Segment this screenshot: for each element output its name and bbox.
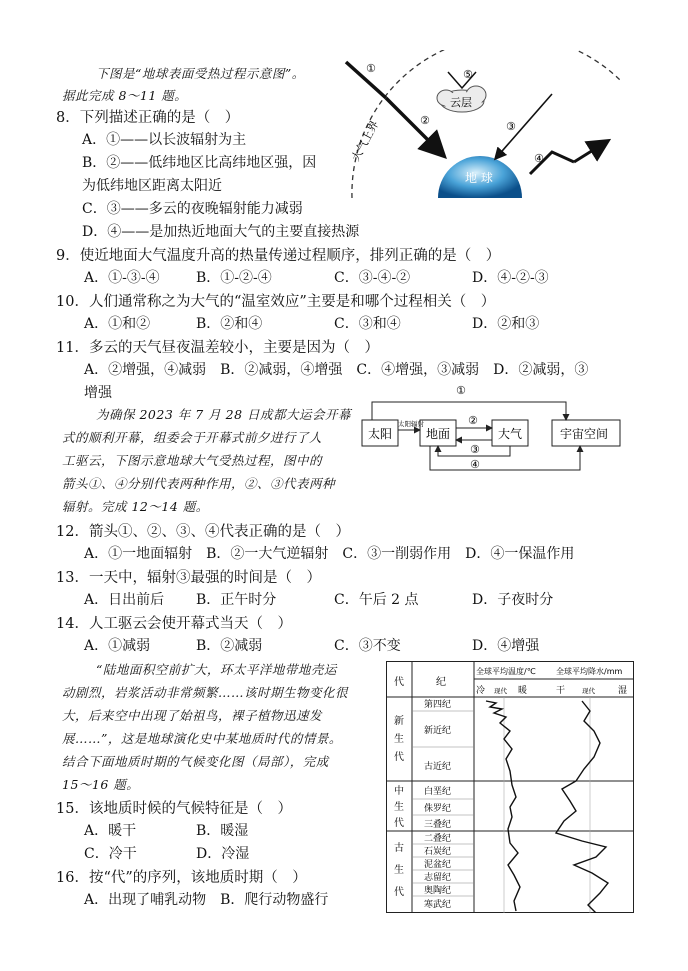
atmosphere-label: 大气上界	[349, 118, 382, 164]
q8-c: C．③——多云的夜晚辐射能力减弱	[82, 201, 303, 217]
arrow-3	[496, 94, 552, 158]
header-rain: 全球平均降水/mm	[556, 667, 623, 676]
intro3-line1: “陆地面积空前扩大，环太平洋地带地壳运	[96, 662, 337, 677]
intro3-line2: 动剧烈，岩浆活动非常频繁……该时期生物变化很	[62, 685, 349, 700]
q10-b: B．②和④	[196, 316, 263, 332]
q13-stem: 13．一天中，辐射③最强的时间是（ ）	[56, 570, 321, 586]
q13-d: D．子夜时分	[472, 592, 554, 608]
q9-a: A．①-③-④	[84, 270, 160, 286]
intro3-line4: 展……”，这是地球演化史中某地质时代的情景。	[62, 731, 342, 746]
label-dry: 干	[556, 686, 566, 696]
q8-d: D．④——是加热近地面大气的主要直接热源	[82, 224, 360, 240]
intro1-line2: 据此完成 8～11 题。	[62, 88, 188, 103]
q11-options: A．②增强，④减弱 B．②减弱，④增强 C．④增强，③减弱 D．②减弱，③	[84, 362, 589, 378]
period-label: 新近纪	[424, 726, 452, 736]
period-label: 第四纪	[424, 700, 452, 710]
q10-stem: 10．人们通常称之为大气的“温室效应”主要是和哪个过程相关（ ）	[56, 294, 496, 310]
q14-a: A．①减弱	[84, 638, 151, 654]
header-era: 代	[394, 677, 404, 688]
intro2-line1: 为确保 2023 年 7 月 28 日成都大运会开幕	[96, 407, 352, 422]
ground-label: 地面	[426, 427, 451, 441]
q8-stem: 8．下列描述正确的是（ ）	[56, 110, 240, 126]
header-period: 纪	[436, 677, 446, 688]
q14-c: C．③不变	[334, 638, 401, 654]
climate-history-chart	[386, 661, 634, 913]
period-label: 三叠纪	[424, 820, 452, 830]
flow-label-4: ④	[470, 458, 480, 471]
q9-b: B．①-②-④	[196, 270, 272, 286]
era-char: 生	[394, 802, 404, 813]
q11-options-cont: 增强	[84, 385, 112, 401]
q11-stem: 11．多云的天气昼夜温差较小，主要是因为（ ）	[56, 340, 379, 356]
intro2-line4: 箭头①、④分别代表两种作用，②、③代表两种	[62, 476, 336, 491]
q9-c: C．③-④-②	[334, 270, 411, 286]
era-char: 代	[394, 752, 404, 763]
q14-b: B．②减弱	[196, 638, 263, 654]
intro3-line6: 15～16 题。	[62, 777, 140, 792]
sun-label: 太阳	[368, 427, 393, 441]
q8-b1: B．②——低纬地区比高纬地区强，因	[82, 155, 317, 171]
label-modern2: 现代	[582, 687, 595, 695]
earth-heating-diagram	[330, 50, 630, 200]
q15-stem: 15．该地质时候的气候特征是（ ）	[56, 801, 292, 817]
q9-stem: 9．使近地面大气温度升高的热量传递过程顺序，排列正确的是（ ）	[56, 248, 501, 264]
period-label: 古近纪	[424, 762, 452, 772]
intro2-line5: 辐射。完成 12～14 题。	[62, 499, 209, 514]
era-char: 古	[394, 843, 404, 854]
label-5: ⑤	[463, 68, 473, 81]
label-4: ④	[534, 152, 544, 165]
q10-a: A．①和②	[84, 316, 151, 332]
label-modern1: 现代	[494, 687, 507, 695]
q13-b: B．正午时分	[196, 592, 277, 608]
period-label: 寒武纪	[424, 900, 452, 910]
cloud-label: 云层	[450, 96, 472, 109]
intro1-line1: 下图是“地球表面受热过程示意图”。	[96, 66, 305, 81]
period-label: 志留纪	[424, 873, 452, 883]
q14-d: D．④增强	[472, 638, 540, 654]
q10-d: D．②和③	[472, 316, 540, 332]
space-label: 宇宙空间	[560, 427, 609, 441]
intro2-line3: 工驱云，下图示意地球大气受热过程，图中的	[62, 453, 323, 468]
period-label: 泥盆纪	[424, 860, 452, 870]
period-label: 侏罗纪	[424, 804, 452, 814]
q16-stem: 16．按“代”的序列，该地质时期（ ）	[56, 870, 307, 886]
intro3-line3: 大，后来空中出现了始祖鸟，裸子植物迅速发	[62, 708, 323, 723]
label-wet: 湿	[618, 686, 628, 696]
earth-label: 地 球	[465, 171, 493, 185]
period-label: 奥陶纪	[424, 886, 452, 896]
q14-stem: 14．人工驱云会使开幕式当天（ ）	[56, 616, 292, 632]
q12-stem: 12．箭头①、②、③、④代表正确的是（ ）	[56, 524, 350, 540]
label-3: ③	[506, 120, 516, 133]
q12-options: A．①一地面辐射 B．②一大气逆辐射 C．③一削弱作用 D．④一保温作用	[84, 546, 575, 562]
q8-b2: 为低纬地区距离太阳近	[82, 178, 222, 194]
era-char: 代	[394, 818, 404, 829]
label-warm: 暖	[518, 686, 528, 696]
q15-c: C．冷干	[84, 846, 137, 862]
q16-options: A．出现了哺乳动物 B．爬行动物盛行	[84, 892, 329, 908]
label-1: ①	[366, 62, 376, 75]
solar-label: 太阳辐射	[398, 420, 424, 428]
era-char: 中	[394, 786, 404, 797]
intro3-line5: 结合下面地质时期的气候变化图（局部），完成	[62, 754, 329, 769]
q15-b: B．暖湿	[196, 823, 249, 839]
q9-d: D．④-②-③	[472, 270, 549, 286]
label-cold: 冷	[476, 686, 486, 696]
arrow-2	[386, 98, 442, 154]
q15-a: A．暖干	[84, 823, 137, 839]
period-label: 白垩纪	[424, 787, 452, 797]
heating-process-flow	[360, 380, 628, 480]
era-char: 生	[394, 865, 404, 876]
q15-d: D．冷湿	[196, 846, 250, 862]
era-char: 新	[394, 716, 404, 727]
q13-c: C．午后 2 点	[334, 592, 419, 608]
q10-c: C．③和④	[334, 316, 401, 332]
era-char: 生	[394, 734, 404, 745]
flow-label-1: ①	[456, 384, 466, 397]
atmo-label: 大气	[498, 427, 523, 441]
label-2: ②	[420, 114, 430, 127]
header-temp: 全球平均温度/℃	[476, 667, 536, 676]
flow-label-2: ②	[468, 414, 478, 427]
era-char: 代	[394, 887, 404, 898]
period-label: 二叠纪	[424, 834, 452, 844]
q13-a: A．日出前后	[84, 592, 165, 608]
q8-a: A．①——以长波辐射为主	[82, 132, 247, 148]
flow-label-3: ③	[470, 443, 480, 456]
period-label: 石炭纪	[424, 847, 452, 857]
flow-arrow-4	[430, 446, 580, 470]
intro2-line2: 式的顺利开幕，组委会于开幕式前夕进行了人	[62, 430, 323, 445]
